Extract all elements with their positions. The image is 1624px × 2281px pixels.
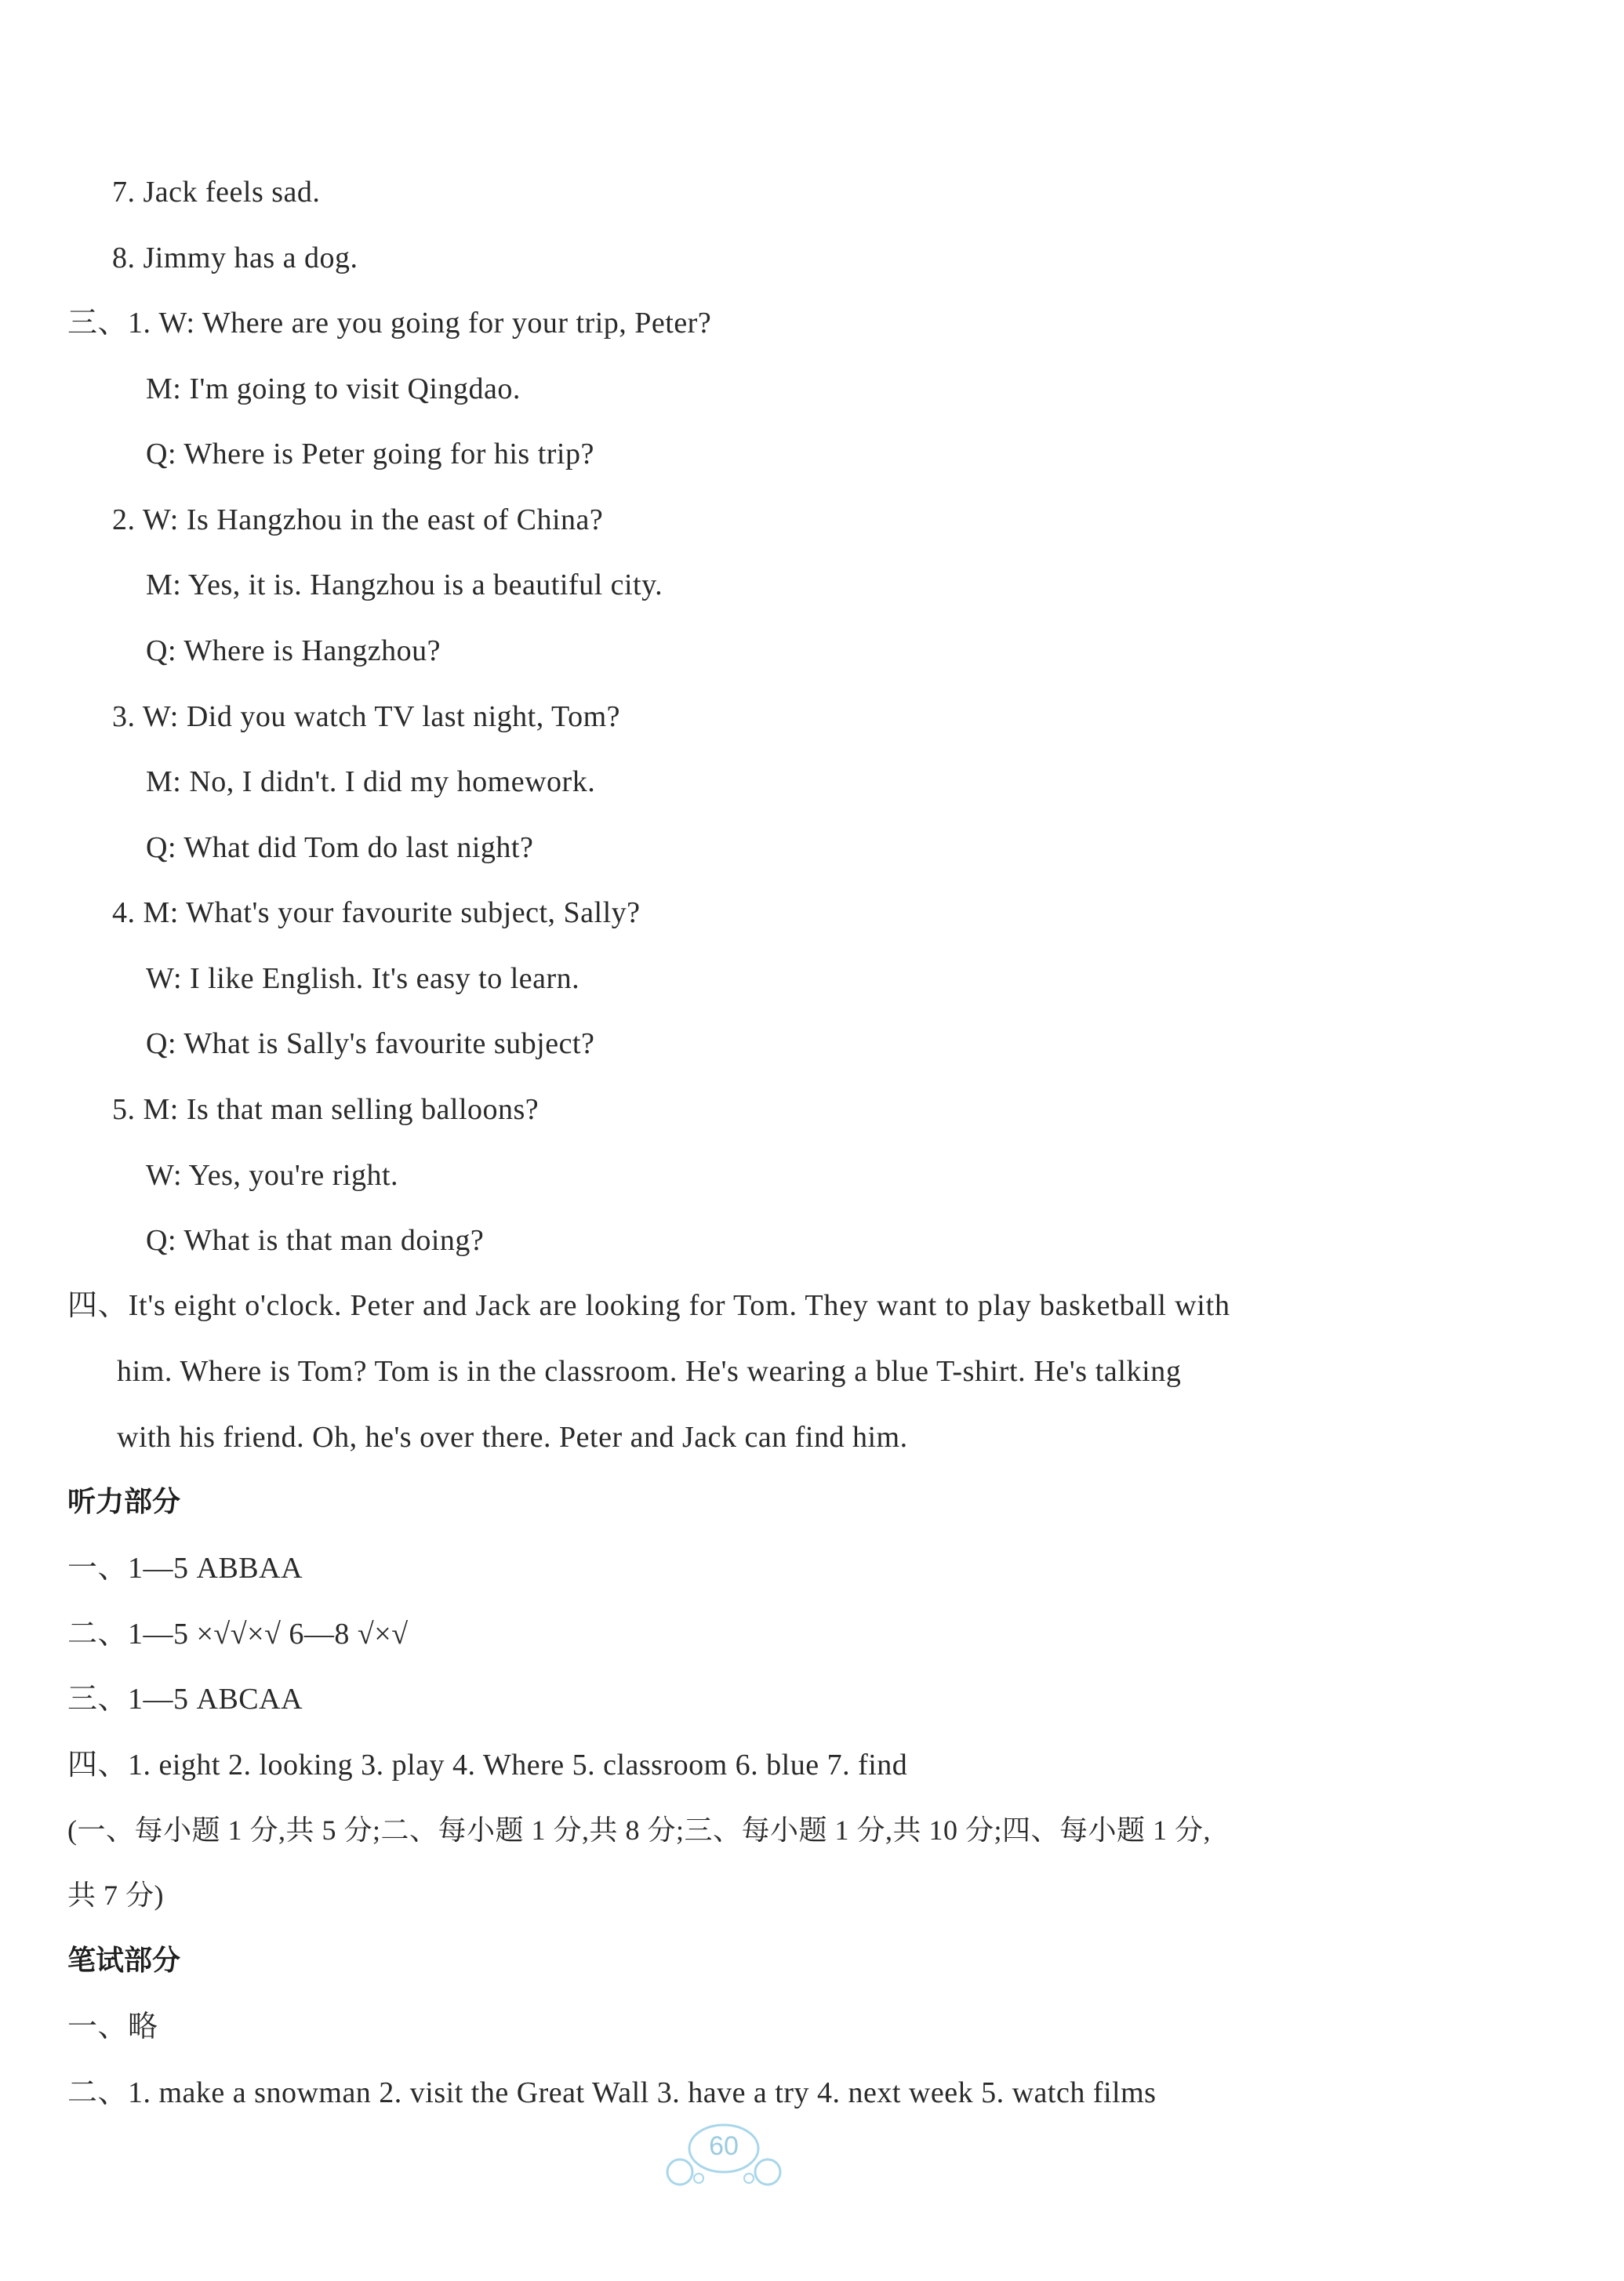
- line-18: 四、It's eight o'clock. Peter and Jack are looking for Tom. They want to play basketball with: [67, 1289, 1230, 1322]
- section-heading-listening: 听力部分: [67, 1486, 181, 1518]
- line-21: 一、1—5 ABBAA: [67, 1552, 303, 1585]
- line-17: Q: What is that man doing?: [146, 1224, 485, 1257]
- line-1: 7. Jack feels sad.: [112, 176, 321, 209]
- line-9: 3. W: Did you watch TV last night, Tom?: [112, 700, 621, 733]
- line-22: 二、1—5 ×√√×√ 6—8 √×√: [67, 1618, 409, 1651]
- line-7: M: Yes, it is. Hangzhou is a beautiful city.: [146, 568, 663, 601]
- line-23: 三、1—5 ABCAA: [67, 1683, 303, 1716]
- line-2: 8. Jimmy has a dog.: [112, 242, 358, 274]
- page-number: 60: [709, 2131, 739, 2161]
- line-26: 共 7 分): [67, 1880, 164, 1911]
- line-13: W: I like English. It's easy to learn.: [146, 962, 580, 995]
- line-27: 一、略: [67, 2010, 158, 2043]
- line-28: 二、1. make a snowman 2. visit the Great Wall 3. have a try 4. next week 5. watch films: [67, 2076, 1157, 2109]
- line-24: 四、1. eight 2. looking 3. play 4. Where 5. classroom 6. blue 7. find: [67, 1749, 908, 1782]
- line-8: Q: Where is Hangzhou?: [146, 634, 441, 667]
- line-20: with his friend. Oh, he's over there. Peter and Jack can find him.: [117, 1421, 908, 1454]
- line-19: him. Where is Tom? Tom is in the classroom. He's wearing a blue T-shirt. He's talking: [117, 1355, 1182, 1388]
- line-10: M: No, I didn't. I did my homework.: [146, 765, 596, 798]
- line-5: Q: Where is Peter going for his trip?: [146, 438, 594, 470]
- line-6: 2. W: Is Hangzhou in the east of China?: [112, 503, 604, 536]
- line-11: Q: What did Tom do last night?: [146, 831, 534, 864]
- line-15: 5. M: Is that man selling balloons?: [112, 1093, 540, 1126]
- line-16: W: Yes, you're right.: [146, 1159, 399, 1192]
- line-25: (一、每小题 1 分,共 5 分;二、每小题 1 分,共 8 分;三、每小题 1 分,共 10 分;四、每小题 1 分,: [67, 1814, 1211, 1846]
- line-14: Q: What is Sally's favourite subject?: [146, 1027, 595, 1060]
- section-heading-written: 笔试部分: [67, 1945, 181, 1977]
- line-12: 4. M: What's your favourite subject, Sally?: [112, 896, 641, 929]
- line-3: 三、1. W: Where are you going for your trip, Peter?: [67, 307, 712, 340]
- line-4: M: I'm going to visit Qingdao.: [146, 372, 521, 405]
- page-number-badge: [661, 2120, 787, 2191]
